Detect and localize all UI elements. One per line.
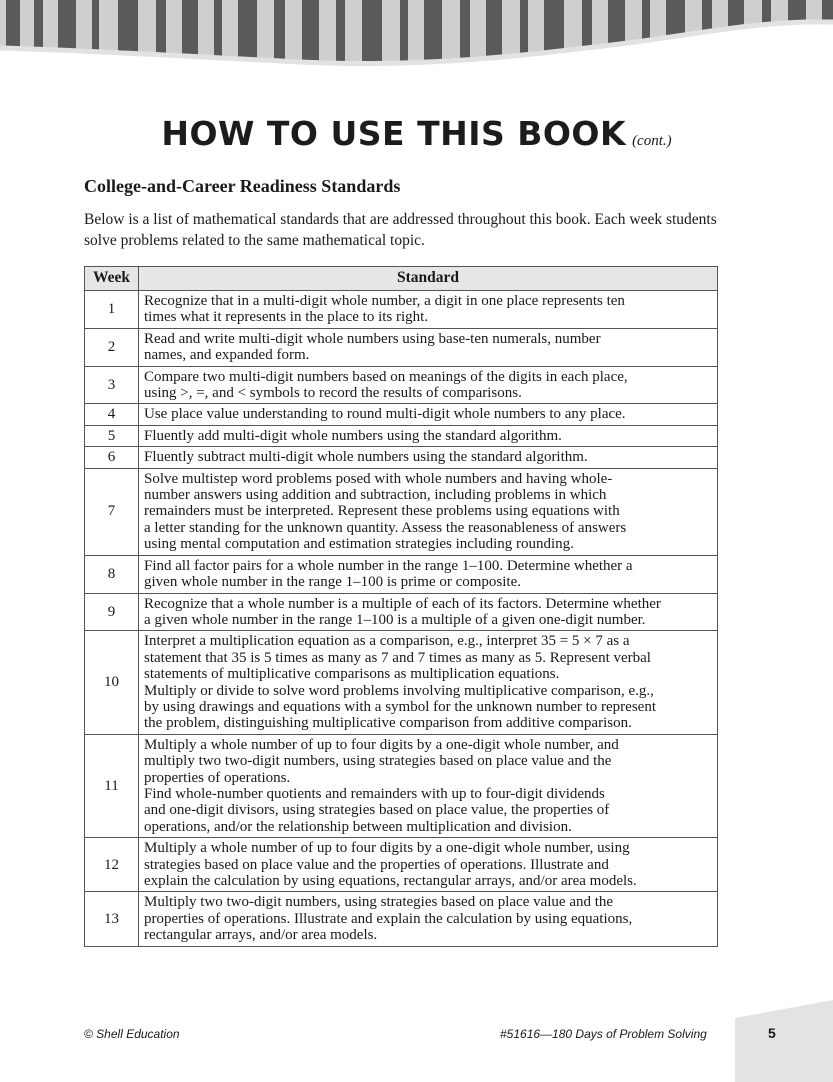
standard-cell [139, 838, 718, 892]
standard-cell [139, 366, 718, 404]
section-heading: College-and-Career Readiness Standards [84, 176, 401, 196]
week-cell: 12 [85, 838, 139, 892]
standard-line: and one-digit divisors, using strategies based on place value, the properties of [144, 802, 610, 819]
standard-cell [139, 291, 718, 329]
standard-line: using mental computation and estimation strategies including rounding. [144, 536, 574, 553]
standard-line: Solve multistep word problems posed with whole numbers and having whole- [144, 470, 613, 487]
standard-line: strategies based on place value and the properties of operations. Illustrate and [144, 856, 609, 873]
week-cell: 4 [85, 404, 139, 425]
footer-book-title: #51616—180 Days of Problem Solving [500, 1027, 707, 1041]
table-row [85, 631, 718, 734]
standard-line: Multiply a whole number of up to four digits by a one-digit whole number, and [144, 736, 619, 753]
header-decoration [0, 0, 833, 80]
standard-cell [139, 468, 718, 555]
standard-line: Fluently add multi-digit whole numbers using the standard algorithm. [144, 427, 562, 444]
standard-line: Recognize that in a multi-digit whole number, a digit in one place represents ten [144, 293, 625, 309]
standards-table [84, 266, 718, 947]
week-cell: 7 [85, 468, 139, 555]
footer-copyright: © Shell Education [84, 1027, 180, 1041]
standard-line: Find whole-number quotients and remainders with up to four-digit dividends [144, 785, 605, 802]
standard-cell [139, 734, 718, 837]
standard-line: multiply two two-digit numbers, using strategies based on place value and the [144, 753, 612, 770]
standard-line: statements of multiplicative comparisons as multiplication equations. [144, 666, 560, 683]
standard-cell [139, 631, 718, 734]
table-row [85, 425, 718, 446]
table-row [85, 892, 718, 946]
standard-line: times what it represents in the place to its right. [144, 309, 429, 326]
table-body [85, 291, 718, 947]
week-cell: 5 [85, 425, 139, 446]
week-cell: 6 [85, 447, 139, 468]
table-row [85, 404, 718, 425]
standard-line: a given whole number in the range 1–100 is a multiple of a given one-digit number. [144, 611, 646, 628]
page-number: 5 [768, 1025, 776, 1041]
table-row [85, 593, 718, 631]
standard-cell [139, 593, 718, 631]
standard-line: Recognize that a whole number is a multiple of each of its factors. Determine whether [144, 595, 661, 612]
standard-line: using >, =, and < symbols to record the results of comparisons. [144, 385, 522, 402]
standard-line: a letter standing for the unknown quantity. Assess the reasonableness of answers [144, 519, 627, 536]
standard-line: rectangular arrays, and/or area models. [144, 927, 378, 944]
standard-cell [139, 328, 718, 366]
week-cell: 1 [85, 291, 139, 329]
standard-line: number answers using addition and subtraction, including problems in which [144, 487, 607, 504]
title-text: HOW TO USE THIS BOOK [161, 114, 627, 153]
week-cell: 13 [85, 892, 139, 946]
table-row [85, 366, 718, 404]
standard-line: operations, and/or the relationship between multiplication and division. [144, 818, 572, 835]
standard-line: given whole number in the range 1–100 is prime or composite. [144, 574, 521, 591]
table-row [85, 447, 718, 468]
standard-line: Multiply two two-digit numbers, using strategies based on place value and the [144, 894, 614, 911]
standard-line: Find all factor pairs for a whole number in the range 1–100. Determine whether a [144, 557, 633, 574]
week-cell: 11 [85, 734, 139, 837]
standard-cell [139, 555, 718, 593]
standard-line: Use place value understanding to round multi-digit whole numbers to any place. [144, 406, 626, 423]
standard-line: remainders must be interpreted. Represent these problems using equations with [144, 503, 620, 520]
standard-line: properties of operations. [144, 769, 291, 786]
week-cell: 8 [85, 555, 139, 593]
page-title [0, 114, 833, 153]
table-row [85, 838, 718, 892]
standard-line: statement that 35 is 5 times as many as 7 and 7 times as many as 5. Represent verbal [144, 649, 651, 666]
week-column-header: Week [85, 267, 139, 291]
week-cell: 2 [85, 328, 139, 366]
standard-line: Interpret a multiplication equation as a comparison, e.g., interpret 35 = 5 × 7 as a [144, 633, 630, 650]
standard-line: Multiply or divide to solve word problems involving multiplicative comparison, e.g., [144, 682, 654, 699]
standard-column-header: Standard [139, 267, 718, 291]
standard-line: explain the calculation by using equations, rectangular arrays, and/or area models. [144, 873, 637, 889]
standard-line: Read and write multi-digit whole numbers using base-ten numerals, number [144, 330, 601, 347]
week-cell: 10 [85, 631, 139, 734]
table-row [85, 291, 718, 329]
standard-line: Compare two multi-digit numbers based on meanings of the digits in each place, [144, 368, 628, 385]
week-cell: 9 [85, 593, 139, 631]
standard-line: properties of operations. Illustrate and explain the calculation by using equations, [144, 910, 633, 927]
standard-line: by using drawings and equations with a symbol for the unknown number to represent [144, 698, 656, 715]
week-cell: 3 [85, 366, 139, 404]
intro-paragraph: Below is a list of mathematical standards that are addressed throughout this book. Each week students solve problems related to the same mathematical topic. [84, 211, 717, 249]
standard-line: names, and expanded form. [144, 347, 310, 364]
standard-cell [139, 892, 718, 946]
standard-cell [139, 425, 718, 446]
standard-line: Fluently subtract multi-digit whole numbers using the standard algorithm. [144, 449, 588, 466]
table-row [85, 468, 718, 555]
standard-cell [139, 447, 718, 468]
table-row [85, 555, 718, 593]
table-row [85, 328, 718, 366]
table-row [85, 734, 718, 837]
table-header-row [85, 267, 718, 291]
standard-cell [139, 404, 718, 425]
title-suffix: (cont.) [632, 133, 672, 149]
standard-line: the problem, distinguishing multiplicative comparison from additive comparison. [144, 715, 632, 732]
standard-line: Multiply a whole number of up to four digits by a one-digit whole number, using [144, 840, 630, 857]
